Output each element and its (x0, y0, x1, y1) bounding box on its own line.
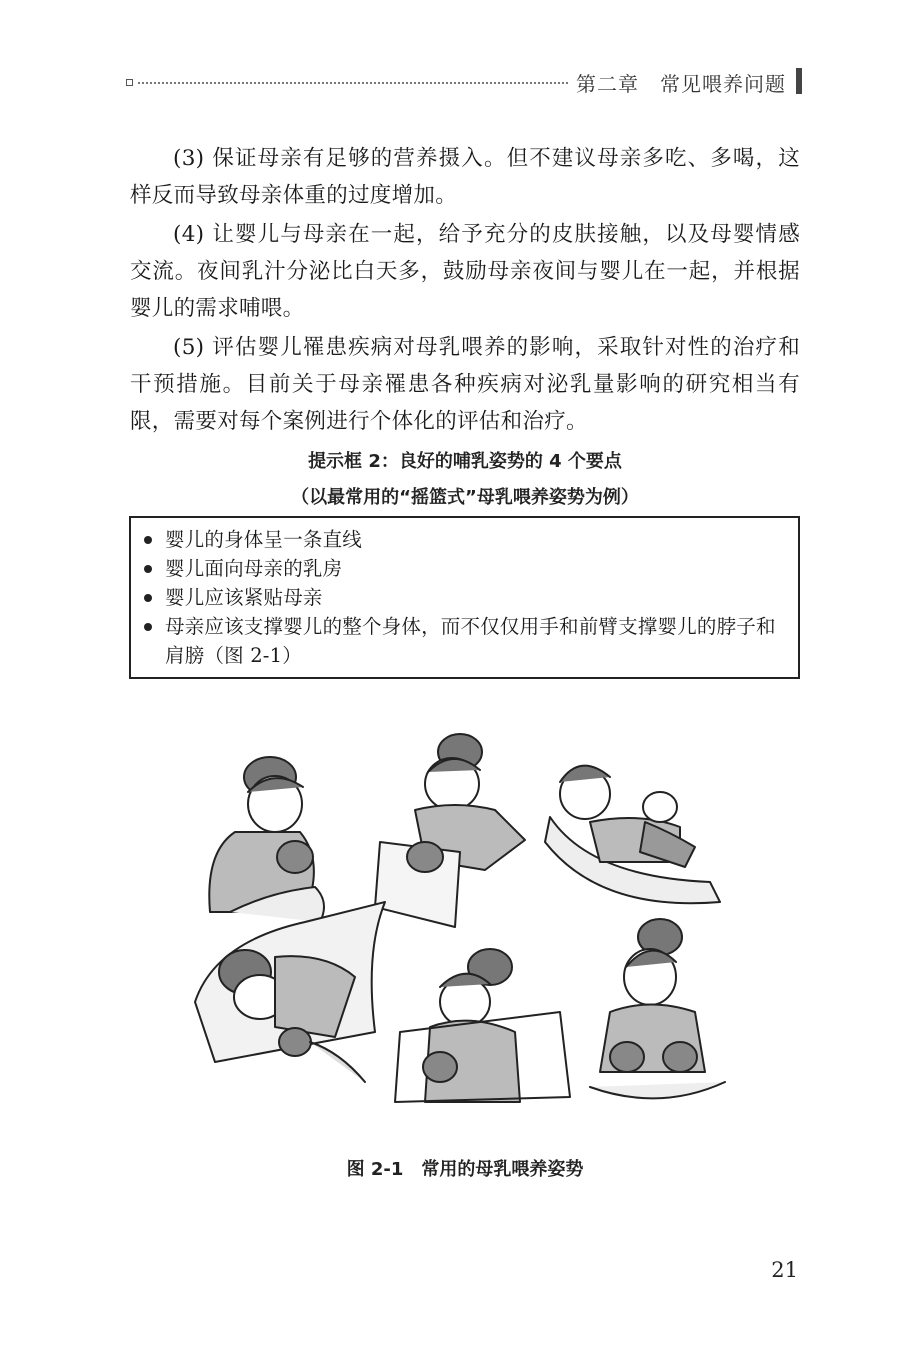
paragraph-3: (3) 保证母亲有足够的营养摄入。但不建议母亲多吃、多喝，这样反而导致母亲体重的过度增加。 (130, 146, 800, 208)
tip-item-text: 婴儿的身体呈一条直线 (165, 528, 363, 551)
bullet-icon (144, 565, 152, 573)
tip-item (143, 554, 784, 583)
position-side-lying (195, 902, 385, 1082)
position-pillow-support (375, 734, 525, 927)
header-dotted-rule (138, 82, 568, 84)
tip-item-text: 母亲应该支撑婴儿的整个身体，而不仅仅用手和前臂支撑婴儿的脖子和肩膀（图 2-1） (165, 615, 776, 667)
running-header (126, 66, 802, 96)
tip-box (129, 516, 800, 679)
position-cradle-hold (209, 757, 324, 922)
position-football-hold (395, 949, 570, 1102)
header-bar (796, 68, 802, 94)
tip-item (143, 583, 784, 612)
tip-box-title: 提示框 2：良好的哺乳姿势的 4 个要点 (308, 451, 622, 472)
chapter-title: 第二章 常见喂养问题 (576, 72, 786, 96)
tip-item (143, 612, 784, 670)
paragraph-4: (4) 让婴儿与母亲在一起，给予充分的皮肤接触，以及母婴情感交流。夜间乳汁分泌比白天多，鼓励母亲夜间与婴儿在一起，并根据婴儿的需求哺喂。 (130, 222, 800, 321)
breastfeeding-positions-illustration (190, 722, 730, 1112)
bullet-icon (144, 536, 152, 544)
tip-box-subtitle: （以最常用的“摇篮式”母乳喂养姿势为例） (291, 487, 639, 508)
tip-item-text: 婴儿面向母亲的乳房 (165, 557, 343, 580)
tip-item-text: 婴儿应该紧贴母亲 (165, 586, 323, 609)
position-twins (590, 919, 725, 1098)
position-reclined (545, 766, 720, 904)
tip-item (143, 525, 784, 554)
figure-caption: 图 2-1 常用的母乳喂养姿势 (346, 1159, 584, 1180)
body-text (130, 140, 800, 442)
paragraph-5: (5) 评估婴儿罹患疾病对母乳喂养的影响，采取针对性的治疗和干预措施。目前关于母亲罹患各种疾病对泌乳量影响的研究相当有限，需要对每个案例进行个体化的评估和治疗。 (130, 335, 800, 434)
bullet-icon (144, 594, 152, 602)
bullet-icon (144, 623, 152, 631)
page-number: 21 (771, 1258, 798, 1282)
header-square-icon (126, 79, 133, 86)
